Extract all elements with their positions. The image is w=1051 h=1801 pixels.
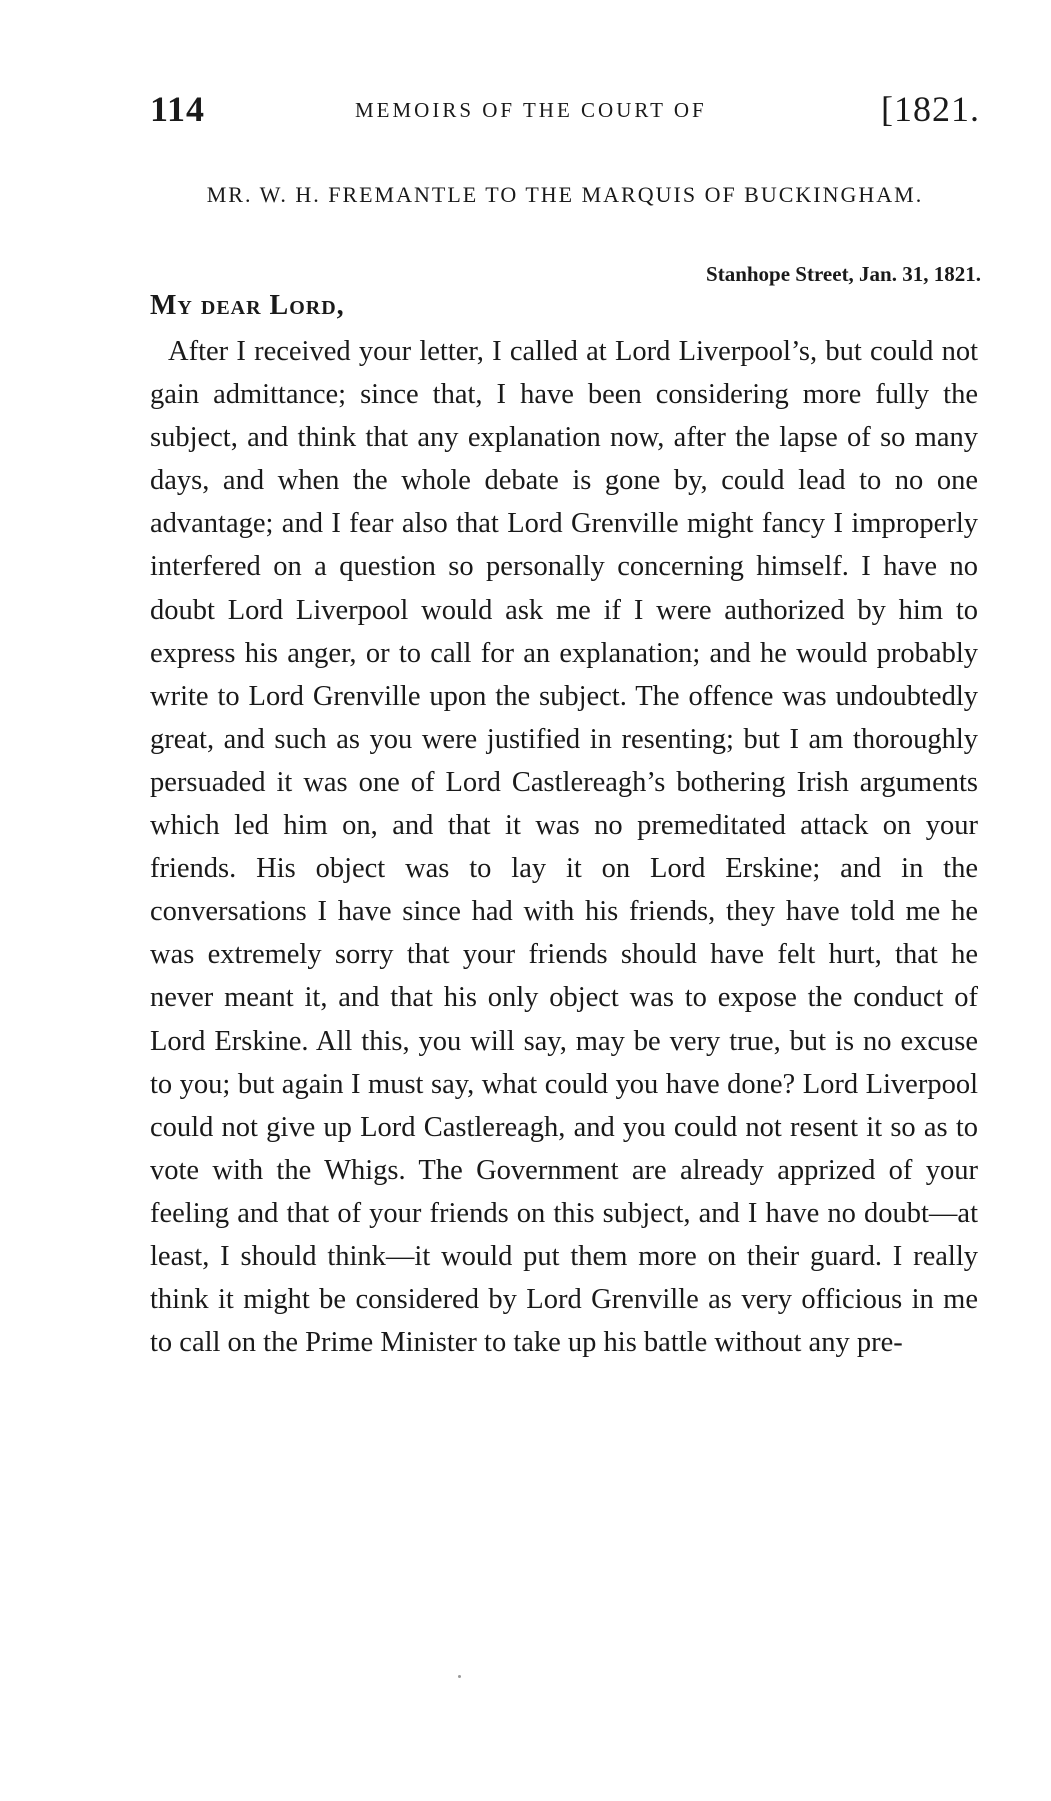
running-head-year: [1821. bbox=[881, 89, 980, 129]
letter-paragraph: After I received your letter, I called at Lord Liverpool’s, but could not gain admittance; since that, I have been considering more fully the subject, and think that any explanation now, after the lapse of so many days, and when the whole debate is gone by, could lead to no one advantage; and I fear also that Lord Grenville might fancy I improperly interfered on a question so personally concerning himself. I have no doubt Lord Liverpool would ask me if I were authorized by him to express his anger, or to call for an explanation; and he would probably write to Lord Grenville upon the subject. The offence was undoubtedly great, and such as you were justified in resenting; but I am thoroughly persuaded it was one of Lord Castlereagh’s bothering Irish arguments which led him on, and that it was no premeditated attack on your friends. His object was to lay it on Lord Erskine; and in the conversations I have since had with his friends, they have told me he was extremely sorry that your friends should have felt hurt, that he never meant it, and that his only object was to expose the conduct of Lord Erskine. All this, you will say, may be very true, but is no excuse to you; but again I must say, what could you have done? Lord Liverpool could not give up Lord Castlereagh, and you could not resent it so as to vote with the Whigs. The Government are already apprized of your feeling and that of your friends on this subject, and I have no doubt—at least, I should think—it would put them more on their guard. I really think it might be considered by Lord Grenville as very officious in me to call on the Prime Minister to take up his battle without any pre- bbox=[150, 336, 978, 1359]
running-head bbox=[150, 88, 980, 138]
letter-body bbox=[150, 330, 978, 1364]
page-number: 114 bbox=[150, 89, 206, 129]
letter-heading: MR. W. H. FREMANTLE TO THE MARQUIS OF BUCKINGHAM. bbox=[206, 182, 924, 207]
running-head-title: MEMOIRS OF THE COURT OF bbox=[355, 98, 707, 122]
paper-speck bbox=[458, 1675, 461, 1678]
letter-dateline: Stanhope Street, Jan. 31, 1821. bbox=[706, 262, 981, 286]
letter-salutation: My dear Lord, bbox=[150, 290, 345, 321]
